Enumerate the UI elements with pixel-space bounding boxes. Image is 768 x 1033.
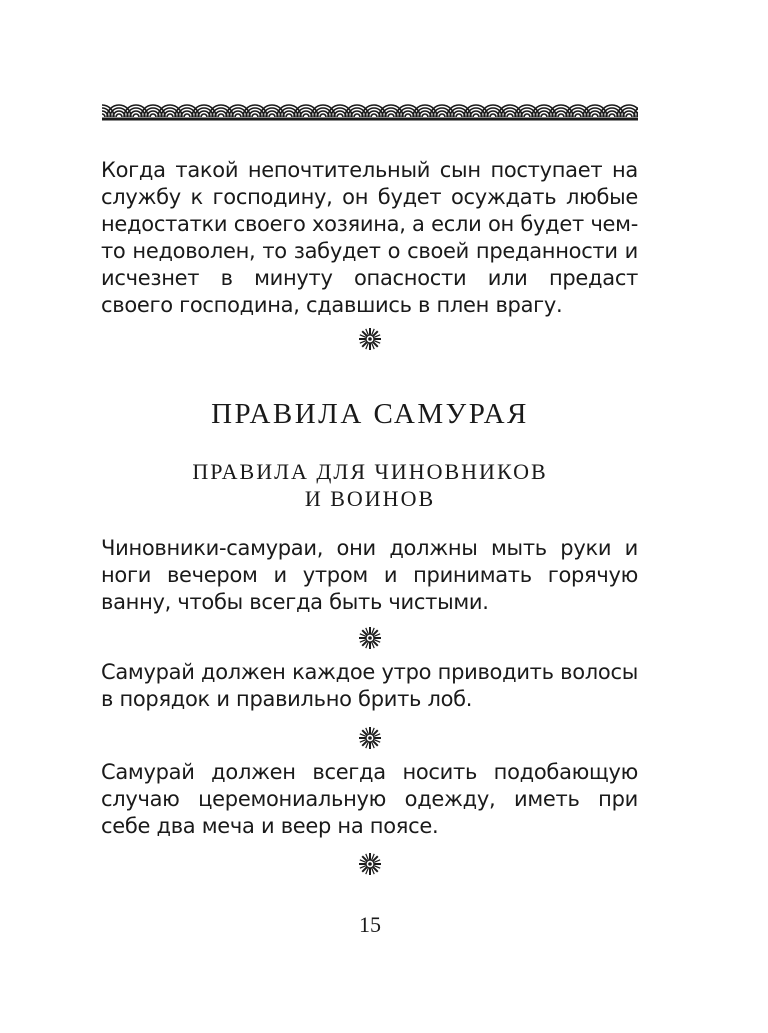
paragraph-cleanliness: Чиновники-самураи, они должны мыть руки и ноги вечером и утром и принимать горячую ванну, чтобы всегда быть чистыми.	[101, 536, 638, 614]
subtitle-line-2: И ВОИНОВ	[304, 486, 436, 511]
page-number: 15	[359, 912, 381, 937]
chapter-title: ПРАВИЛА САМУРАЯ	[211, 398, 529, 430]
paragraph-attire: Самурай должен всегда носить подобающую случаю церемониальную одежду, иметь при себе два меча и веер на поясе.	[101, 760, 638, 838]
wave-pattern-ornament	[102, 96, 638, 122]
flower-ornament-icon	[357, 851, 383, 877]
paragraph-hair: Самурай должен каждое утро приводить волосы в порядок и правильно брить лоб.	[101, 660, 638, 711]
flower-ornament-icon	[357, 725, 383, 751]
flower-ornament-icon	[357, 326, 383, 352]
chapter-subtitle	[0, 458, 740, 512]
paragraph-unfilial-son: Когда такой непочтительный сын поступает на службу к господину, он будет осуждать любые недостатки своего хозяина, а если он будет чем-то недоволен, то забудет о своей преданности и исчезнет в минуту опасности или предаст своего господина, сдавшись в плен врагу.	[101, 158, 638, 317]
subtitle-line-1: ПРАВИЛА ДЛЯ ЧИНОВНИКОВ	[192, 459, 548, 484]
flower-ornament-icon	[357, 625, 383, 651]
